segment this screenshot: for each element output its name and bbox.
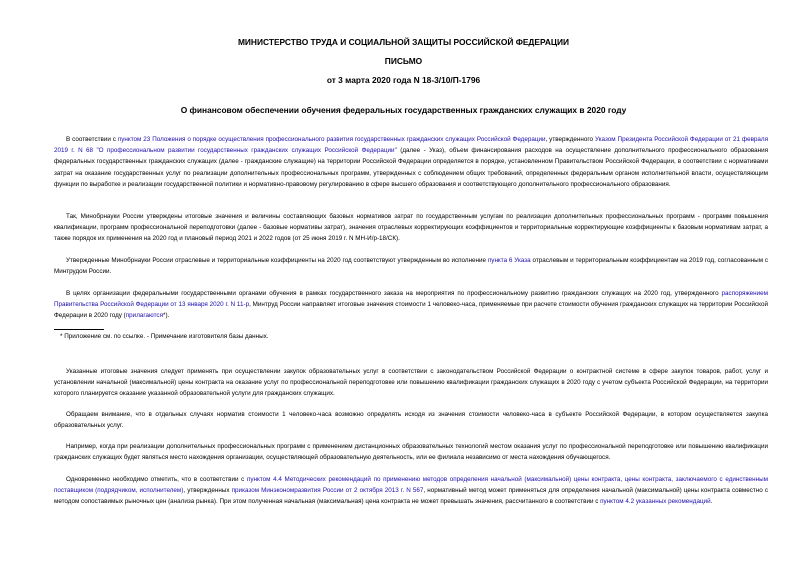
paragraph-text: *). <box>163 312 170 320</box>
paragraph-text: Утвержденные Минобрнауки России отраслевые и территориальные коэффициенты на 2020 год соответствуют утвержденным во исполнение <box>66 257 488 264</box>
paragraph-1 <box>54 134 768 190</box>
paragraph-6: Обращаем внимание, что в отдельных случаях норматив стоимости 1 человеко-часа возможно определять исходя из значения стоимости человеко-часа в субъекте Российской Федерации, в котором осуществляется закупка образовательных услуг. <box>54 411 768 430</box>
document-type: ПИСЬМО <box>384 56 423 66</box>
footnote-divider <box>54 329 104 330</box>
paragraph-3 <box>54 255 768 277</box>
paragraph-text: В соответствии с <box>66 136 118 143</box>
paragraph-5: Указанные итоговые значения следует применять при осуществлении закупок образовательных услуг в соответствии с законодательством Российской Федерации о контрактной системе в сфере закупок товаров, работ, услуг и установлении начальной (максимальной) цены контракта на оказание услуг по профессиональной переподготовке или повышению квалификации гражданских служащих в 2020 году с учетом субъекта Российской Федерации, на территории которого планируется оказание указанной образовательной услуги для гражданских служащих. <box>54 368 768 398</box>
paragraph-text: Одновременно необходимо отметить, что в соответствии с <box>66 476 247 483</box>
document-date-number: от 3 марта 2020 года N 18-3/10/П-1796 <box>326 75 481 85</box>
paragraph-text: , нормативный метод может применяться для определения начальной (максимальной) цены контракта совместно с методом сопоставимых рыночных цен (анализа рынка). При этом полученная начальная (максимальная) цена контракта не может превышать значения, рассчитанного в соответствии с <box>54 487 769 506</box>
paragraph-text: В целях организации федеральными государственными органами обучения в рамках государственного заказа на мероприятия по профессиональному развитию гражданских служащих на 2020 год, утвержденного <box>66 290 722 297</box>
footnote: * Приложение см. по ссылке. - Примечание изготовителя базы данных. <box>60 333 269 340</box>
paragraph-2: Так, Минобрнауки России утверждены итоговые значения и величины составляющих базовых нормативов затрат по государственным услугам по реализации дополнительных профессиональных программ - программ повышения квалификации, программ профессиональной переподготовки (далее - базовые нормативы затрат), значения отраслевых корректирующих коэффициентов и территориальные корректирующие коэффициенты к базовым нормативам затрат, а также порядок их применения на 2020 год и плановый период 2021 и 2022 годов (от 25 июня 2019 г. N МН-И/р-18/СК). <box>54 213 768 243</box>
paragraph-4 <box>54 288 768 322</box>
paragraph-text: . <box>710 498 713 506</box>
paragraph-text: , утвержденного <box>545 136 595 143</box>
link-attachment[interactable]: прилагаются <box>125 312 163 320</box>
paragraph-text: (далее - Указ), объем финансирования расходов на осуществление дополнительного профессионального образования федеральных государственных гражданских служащих (далее - гражданские служащие) на территории Российской Федерации определяется в порядке, установленном Правительством Российской Федерации, в соответствии с нормативами затрат на оказание государственных услуг по реализации дополнительных профессиональных программ, утвержденных с соблюдением общих требований, определенных федеральным органом исполнительной власти, осуществляющим функции по выработке и реализации государственной политики и нормативно-правовому регулированию в сфере высшего образования и соответствующего дополнительного профессионального образования. <box>54 147 769 188</box>
link-presidential-decree[interactable]: Указом Президента Российской Федерации от 21 февраля 2019 г. N 68 "О профессиональном развитии государственных гражданских служащих Российской Федерации" <box>54 136 769 155</box>
paragraph-text: , Минтруд России направляет итоговые значения стоимости 1 человеко-часа, применяемые при расчете стоимости обучения гражданских служащих на территории Российской Федерации в 2020 году ( <box>54 301 768 320</box>
document-subject: О финансовом обеспечении обучения федеральных государственных гражданских служащих в 2020 году <box>180 105 627 115</box>
paragraph-8 <box>54 474 768 508</box>
link-government-order[interactable]: распоряжением Правительства Российской Федерации от 13 января 2020 г. N 11-р <box>54 290 768 309</box>
link-recommendations-p42[interactable]: пунктом 4.2 указанных рекомендаций <box>600 498 711 506</box>
link-regulation-p23[interactable]: пунктом 23 Положения о порядке осуществления профессионального развития государственных гражданских служащих Российской Федерации <box>117 136 546 143</box>
paragraph-text: , утвержденных <box>183 487 232 495</box>
paragraph-text: отраслевым и территориальным коэффициентам на 2019 год, согласованным с Минтрудом России. <box>54 257 769 276</box>
link-methodical-recommendations[interactable]: пунктом 4.4 Методических рекомендаций по применению методов определения начальной (максимальной) цены контракта, цены контракта, заключаемого с единственным поставщиком (подрядчиком, исполнителем) <box>54 476 768 495</box>
ministry-title: МИНИСТЕРСТВО ТРУДА И СОЦИАЛЬНОЙ ЗАЩИТЫ РОССИЙСКОЙ ФЕДЕРАЦИИ <box>237 37 570 47</box>
paragraph-7: Например, когда при реализации дополнительных профессиональных программ с применением дистанционных образовательных технологий местом оказания услуг по профессиональной переподготовке или повышению квалификации гражданских служащих будет являться место нахождения организации, осуществляющей образовательную деятельность, или ее филиала независимо от места нахождения обучающегося. <box>54 443 768 462</box>
link-ministry-order-567[interactable]: приказом Минэкономразвития России от 2 октября 2013 г. N 567 <box>231 487 424 495</box>
link-decree-p6[interactable]: пункта 6 Указа <box>487 257 531 264</box>
